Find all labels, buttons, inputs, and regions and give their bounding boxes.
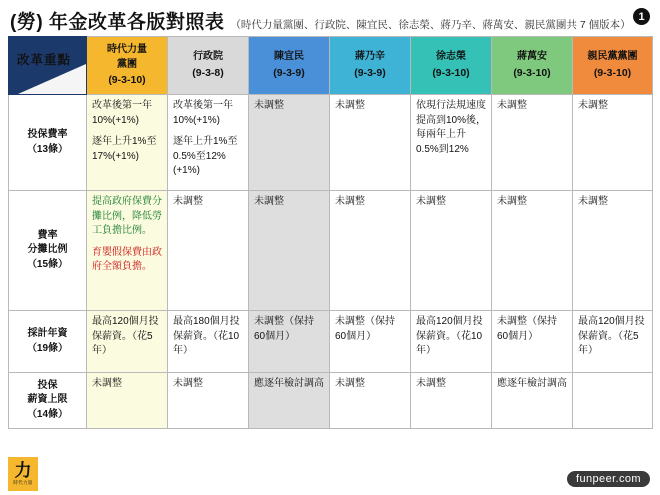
table-header-row (9, 37, 653, 95)
cell-r1c7-block1: 未調整 (578, 100, 608, 112)
cell-r2c3-block1: 未調整 (254, 196, 284, 208)
row-label-4-line3: （14條） (26, 408, 69, 420)
column-header-2 (168, 37, 249, 95)
cell-r3c7-block1: 最高120個月投保薪資。（花5年） (578, 316, 645, 357)
column-header-4 (330, 37, 411, 95)
cell-r4c6-block1: 應逐年檢討調高 (497, 378, 567, 390)
cell-r4c4-block1: 未調整 (335, 378, 365, 390)
column-header-4-name: 蔣乃辛 (355, 51, 385, 63)
cell-r2c1-block1: 提高政府保費分攤比例，降低勞工負擔比例。 (92, 196, 162, 237)
cell-r1c2-block1: 改革後第一年10%(+1%) (173, 100, 233, 126)
column-header-7-version: (9-3-10) (593, 66, 632, 79)
cell-r4c7 (573, 373, 653, 429)
cell-r3c5-block1: 最高120個月投保薪資。（花10年） (416, 316, 483, 357)
cell-r3c6 (492, 311, 573, 373)
cell-r2c2-block1: 未調整 (173, 196, 203, 208)
column-header-6 (492, 37, 573, 95)
cell-r4c5 (411, 373, 492, 429)
row-label-1-line2: （13條） (26, 143, 69, 155)
cell-r3c4-block1: 未調整（保持60個月） (335, 316, 395, 342)
column-header-1-name2: 黨團 (117, 58, 137, 70)
table-row (9, 373, 653, 429)
column-header-7-name: 親民黨黨團 (587, 51, 638, 63)
column-header-2-version: (9-3-8) (192, 66, 224, 79)
cell-r1c2-block2: 逐年上升1%至0.5%至12%(+1%) (173, 136, 238, 177)
cell-r3c3-block1: 未調整（保持60個月） (254, 316, 314, 342)
cell-r4c2 (168, 373, 249, 429)
cell-r4c1 (87, 373, 168, 429)
row-label-2-line2: 分攤比例 (27, 244, 68, 256)
cell-r2c3 (249, 191, 330, 311)
column-header-3-version: (9-3-9) (273, 66, 305, 79)
cell-r1c1-block2: 逐年上升1%至17%(+1%) (92, 136, 157, 162)
cell-r1c5 (411, 95, 492, 191)
corner-label: 改革重點 (17, 53, 72, 67)
cell-r1c1-block1: 改革後第一年10%(+1%) (92, 100, 152, 126)
column-header-3-name: 陳宜民 (274, 51, 304, 63)
column-header-3 (249, 37, 330, 95)
column-header-5-name: 徐志榮 (436, 51, 466, 63)
row-label-3 (9, 311, 87, 373)
cell-r2c4-block1: 未調整 (335, 196, 365, 208)
column-header-6-name: 蔣萬安 (517, 51, 547, 63)
cell-r2c1 (87, 191, 168, 311)
corner-triangle-icon (18, 64, 86, 94)
cell-r1c6 (492, 95, 573, 191)
row-label-1 (9, 95, 87, 191)
cell-r2c7 (573, 191, 653, 311)
cell-r2c2 (168, 191, 249, 311)
cell-r2c7-block1: 未調整 (578, 196, 608, 208)
cell-r1c4-block1: 未調整 (335, 100, 365, 112)
cell-r1c1 (87, 95, 168, 191)
page-subtitle: （時代力量黨團、行政院、陳宜民、徐志榮、蔣乃辛、蔣萬安、親民黨團共 7 個版本） (230, 19, 631, 31)
cell-r3c7 (573, 311, 653, 373)
row-label-2-line3: （15條） (26, 258, 69, 270)
row-label-4-line1: 投保 (37, 379, 58, 391)
column-header-4-version: (9-3-9) (354, 66, 386, 79)
party-logo-text: 時代力量 (13, 480, 33, 486)
column-header-1-version: (9-3-10) (108, 74, 146, 86)
column-header-1 (87, 37, 168, 95)
row-label-2-line1: 費率 (37, 229, 58, 241)
party-logo (8, 457, 38, 491)
page-footer (0, 453, 660, 495)
table-row (9, 95, 653, 191)
cell-r3c1-block1: 最高120個月投保薪資。（花5年） (92, 316, 159, 357)
table-row (9, 311, 653, 373)
cell-r4c1-block1: 未調整 (92, 378, 122, 390)
cell-r3c2-block1: 最高180個月投保薪資。（花10年） (173, 316, 240, 357)
cell-r1c5-block1: 依現行法規速度提高到10%後，每兩年上升0.5%到12% (416, 100, 487, 155)
row-label-3-line1: 採計年資 (27, 328, 68, 340)
cell-r3c3 (249, 311, 330, 373)
row-label-4 (9, 373, 87, 429)
cell-r3c2 (168, 311, 249, 373)
table-corner-cell (9, 37, 87, 95)
page-number-badge: 1 (633, 8, 650, 25)
row-label-2 (9, 191, 87, 311)
column-header-5 (411, 37, 492, 95)
cell-r4c2-block1: 未調整 (173, 378, 203, 390)
page-header (0, 0, 660, 34)
cell-r4c6 (492, 373, 573, 429)
row-label-1-line1: 投保費率 (27, 129, 68, 141)
cell-r2c6-block1: 未調整 (497, 196, 527, 208)
column-header-7 (573, 37, 653, 95)
column-header-6-version: (9-3-10) (513, 66, 551, 79)
cell-r2c4 (330, 191, 411, 311)
row-label-3-line2: （19條） (26, 342, 69, 354)
cell-r1c3 (249, 95, 330, 191)
column-header-5-version: (9-3-10) (432, 66, 470, 79)
row-label-4-line2: 薪資上限 (27, 394, 68, 406)
cell-r3c5 (411, 311, 492, 373)
cell-r4c5-block1: 未調整 (416, 378, 446, 390)
cell-r1c7 (573, 95, 653, 191)
cell-r1c4 (330, 95, 411, 191)
table-row (9, 191, 653, 311)
cell-r4c3-block1: 應逐年檢討調高 (254, 378, 324, 390)
cell-r4c4 (330, 373, 411, 429)
cell-r1c3-block1: 未調整 (254, 100, 284, 112)
cell-r2c1-block2: 育嬰假保費由政府全額負擔。 (92, 246, 162, 273)
cell-r4c3 (249, 373, 330, 429)
cell-r2c5-block1: 未調整 (416, 196, 446, 208)
column-header-1-name1: 時代力量 (107, 44, 147, 55)
comparison-table (8, 36, 653, 429)
page-title: (勞) 年金改革各版對照表 (10, 12, 225, 33)
cell-r2c6 (492, 191, 573, 311)
cell-r1c6-block1: 未調整 (497, 100, 527, 112)
party-logo-glyph: 力 (14, 461, 32, 481)
cell-r2c5 (411, 191, 492, 311)
cell-r1c2 (168, 95, 249, 191)
cell-r3c1 (87, 311, 168, 373)
cell-r3c6-block1: 未調整（保持60個月） (497, 316, 557, 342)
column-header-2-name: 行政院 (193, 51, 223, 63)
watermark: funpeer.com (567, 471, 650, 487)
cell-r3c4 (330, 311, 411, 373)
